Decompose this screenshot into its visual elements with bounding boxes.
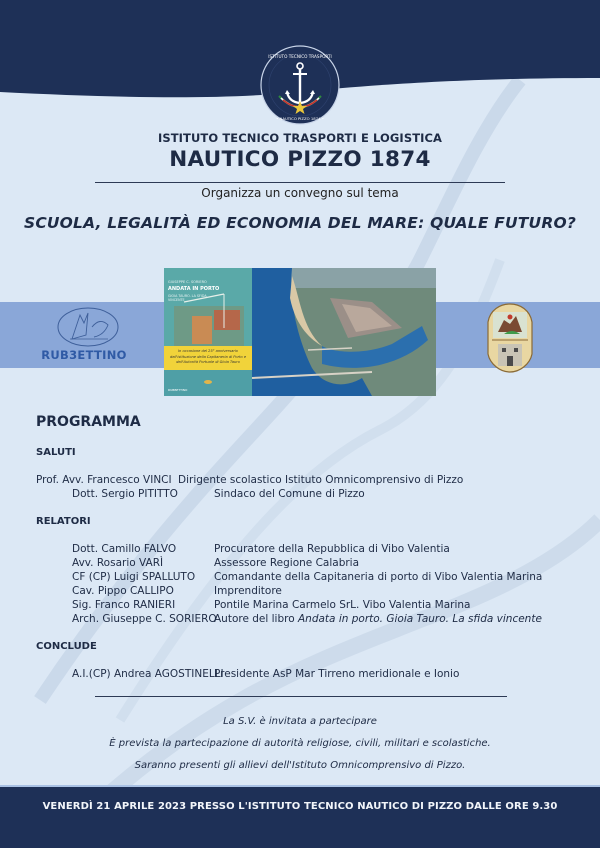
speaker-role: Assessore Regione Calabria <box>214 557 360 569</box>
port-aerial-photo <box>252 268 436 396</box>
speaker-name: Arch. Giuseppe C. SORIERO <box>72 613 217 625</box>
event-date-location: VENERDÌ 21 APRILE 2023 PRESSO L'ISTITUTO TECNICO NAUTICO DI PIZZO DALLE ORE 9.30 <box>42 801 558 812</box>
speaker-name: Cav. Pippo CALLIPO <box>72 585 174 597</box>
book-publisher: RUBBETTINO <box>168 388 188 392</box>
invitation-note: La S.V. è invitata a partecipare <box>223 716 377 727</box>
program-row <box>72 488 552 502</box>
speaker-name: CF (CP) Luigi SPALLUTO <box>72 571 196 583</box>
speaker-role: Sindaco del Comune di Pizzo <box>214 488 365 500</box>
book-band-text: In occasione del 25° anniversario dell'istituzione della Capitaneria di Porto e dell'Autorità Portuale di Gioia Tauro <box>169 349 247 364</box>
section-relatori-label: RELATORI <box>36 516 91 527</box>
program-row <box>72 557 552 571</box>
program-row <box>72 543 552 557</box>
rubbettino-emblem-icon <box>44 305 134 349</box>
municipality-coat-of-arms <box>486 302 534 374</box>
rubbettino-wordmark: RUB3ETTINO <box>41 348 127 362</box>
book-yellow-band <box>164 346 252 370</box>
program-row <box>72 585 552 599</box>
svg-text:ISTITUTO TECNICO TRASPORTI: ISTITUTO TECNICO TRASPORTI <box>268 54 332 59</box>
book-cover <box>164 268 252 396</box>
program-row <box>72 599 552 613</box>
coat-of-arms-icon <box>486 302 534 374</box>
book-and-port-image <box>164 268 436 396</box>
program-row <box>36 474 556 488</box>
book-subtitle: GIOIA TAURO. LA SFIDA VINCENTE <box>168 294 207 302</box>
speaker-name: Avv. Rosario VARÌ <box>72 557 164 569</box>
divider-bottom <box>95 696 507 697</box>
speaker-name: A.I.(CP) Andrea AGOSTINELLI <box>72 668 224 680</box>
role-prefix: Autore del libro <box>214 613 298 625</box>
header <box>0 131 600 172</box>
program-row <box>72 668 552 682</box>
section-conclude-label: CONCLUDE <box>36 641 97 652</box>
speaker-role: Procuratore della Repubblica di Vibo Valentia <box>214 543 450 555</box>
speaker-role: Imprenditore <box>214 585 282 597</box>
authorities-note: È prevista la partecipazione di autorità religiose, civili, militari e scolastiche. <box>109 738 491 749</box>
speaker-name: Sig. Franco RANIERI <box>72 599 176 611</box>
divider-top <box>95 182 505 183</box>
speaker-name: Prof. Avv. Francesco VINCI <box>36 474 172 486</box>
book-title-reference: Andata in porto. Gioia Tauro. La sfida vincente <box>298 613 542 625</box>
book-author: GIUSEPPE C. SORIERO <box>168 280 207 284</box>
conference-theme: SCUOLA, LEGALITÀ ED ECONOMIA DEL MARE: QUALE FUTURO? <box>23 214 577 232</box>
section-saluti-label: SALUTI <box>36 447 76 458</box>
book-title: ANDATA IN PORTO <box>168 286 220 292</box>
school-emblem <box>259 44 341 126</box>
program-row <box>72 613 552 627</box>
footer-band <box>0 785 600 848</box>
speaker-role: Comandante della Capitaneria di porto di Vibo Valentia Marina <box>214 571 543 583</box>
speaker-role: Presidente AsP Mar Tirreno meridionale e Ionio <box>214 668 460 680</box>
organizza-text: Organizza un convegno sul tema <box>201 186 399 200</box>
speaker-name: Dott. Camillo FALVO <box>72 543 177 555</box>
svg-text:• NAUTICO PIZZO 1874 •: • NAUTICO PIZZO 1874 • <box>276 116 324 121</box>
institute-name: NAUTICO PIZZO 1874 <box>169 147 431 172</box>
program-title: PROGRAMMA <box>36 414 141 430</box>
speaker-role <box>214 613 542 625</box>
speaker-role: Dirigente scolastico Istituto Omnicomprensivo di Pizzo <box>178 474 464 486</box>
speaker-name: Dott. Sergio PITITTO <box>72 488 178 500</box>
speaker-role: Pontile Marina Carmelo SrL. Vibo Valentia Marina <box>214 599 471 611</box>
institute-subtitle: ISTITUTO TECNICO TRASPORTI E LOGISTICA <box>157 131 443 145</box>
program-row <box>72 571 552 585</box>
students-note: Saranno presenti gli allievi dell'Istituto Omnicomprensivo di Pizzo. <box>134 760 466 771</box>
anchor-icon <box>259 44 341 126</box>
